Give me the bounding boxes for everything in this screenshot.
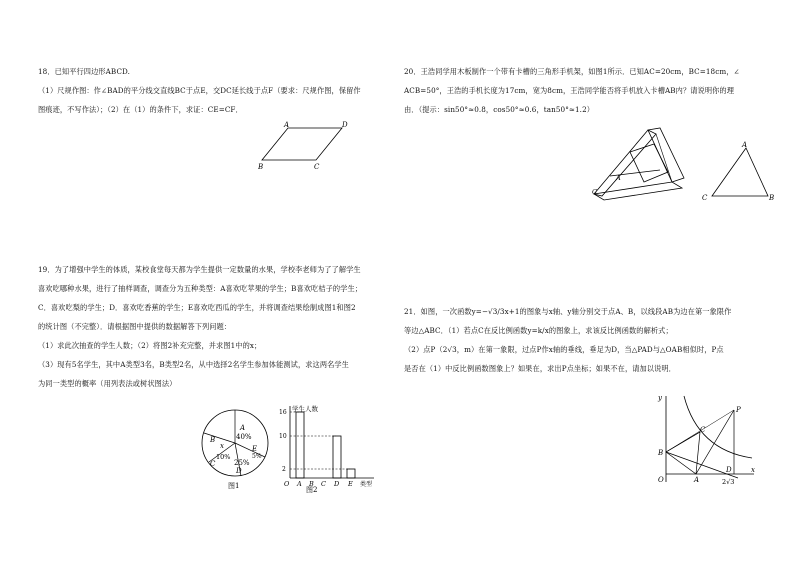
q19-line-5: （1）求此次抽查的学生人数；（2）将图2补充完整，并求图1中的x； — [38, 341, 262, 350]
label-2root3: 2√3 — [722, 478, 735, 486]
holder-slot-plate — [630, 144, 668, 182]
pie-label-D: D — [236, 467, 242, 475]
tri-label-B: B — [769, 194, 775, 202]
q21-line-4: 是否在（1）中反比例函数图象上？如果在，求出P点坐标；如果不在，请加以说明． — [404, 364, 676, 373]
q19-line-6: （3）现有5名学生，其中A类型3名，B类型2名，从中选择2名学生参加体能测试，求这两名学生 — [38, 360, 349, 369]
label-B: B — [658, 449, 664, 457]
tri-label-A: A — [742, 141, 748, 149]
q19-line-1: 19．为了增强中学生的体质，某校食堂每天都为学生提供一定数量的水果，学校李老师为了了解学生 — [38, 265, 361, 274]
label-D: D — [342, 121, 348, 129]
label-B: B — [258, 163, 264, 171]
q19-line-7: 为同一类型的概率（用列表法或树状图法） — [38, 379, 177, 388]
question-18 — [38, 62, 361, 119]
question-19 — [38, 260, 362, 393]
tick-10: 10 — [279, 433, 287, 440]
question-21 — [404, 302, 731, 378]
holder-back-board — [648, 128, 684, 182]
cat-C: C — [321, 480, 326, 488]
q19-pie-chart — [198, 400, 274, 492]
q18-parallelogram-figure — [258, 120, 358, 172]
q21-coordinate-figure — [654, 392, 758, 490]
line-AP — [696, 410, 734, 474]
q19-line-3: C．喜欢吃梨的学生；D．喜欢吃香蕉的学生；E喜欢吃西瓜的学生，并将调查结果绘制成图1和图2 — [38, 303, 356, 312]
holder-label-A: A — [616, 174, 621, 182]
q21-line-1: 21．如图，一次函数y=−√3/3x+1的图象与x轴、y轴分别交于点A、B，以线段AB为边在第一象限作 — [404, 307, 732, 316]
pie-label-B: B — [210, 436, 216, 444]
triangle-ABC — [666, 432, 700, 474]
label-A: A — [284, 121, 290, 129]
q19-line-4: 的统计图（不完整）．请根据图中提供的数据解答下列问题： — [38, 322, 232, 331]
label-C: C — [314, 163, 320, 171]
pie-label-C: C — [210, 460, 216, 468]
holder-base — [594, 182, 682, 200]
bar-ylabel: 学生人数 — [292, 405, 318, 413]
label-P: P — [736, 406, 741, 414]
holder-label-C: C — [592, 188, 597, 196]
q21-line-3: （2）点P（2√3，m）在第一象限，过点P作x轴的垂线，垂足为D，当△PAD与△OAB相似时，P点 — [404, 345, 724, 354]
q19-bar-chart — [276, 402, 382, 494]
q21-line-2: 等边△ABC．（1）若点C在反比例函数y=k/x的图象上，求该反比例函数的解析式； — [404, 326, 673, 335]
cat-E: E — [348, 480, 353, 488]
pie-value-C: 10% — [216, 453, 231, 461]
q19-line-2: 喜欢吃哪种水果，进行了抽样调查，调查分为五种类型：A喜欢吃苹果的学生；B喜欢吃桔子的学生； — [38, 284, 363, 293]
axis-label-x: x — [751, 466, 755, 474]
hyperbola-curve — [684, 396, 752, 458]
q18-line-3: 图痕迹，不写作法）；（2）在（1）的条件下，求证：CE=CF． — [38, 105, 243, 114]
pie-label-E: E — [252, 445, 258, 453]
bar-origin: O — [284, 480, 290, 488]
pie-value-E: 5% — [252, 453, 262, 460]
q20-phone-holder-figure — [590, 124, 690, 202]
q20-line-2: ACB=50°，王浩的手机长度为17cm，宽为8cm，王浩同学能否将手机放入卡槽AB内？请说明你的理 — [404, 86, 734, 95]
pie-value-A: 40% — [236, 433, 252, 441]
q18-line-2: （1）尺规作图：作∠BAD的平分线交直线BC于点E，交DC延长线于点F（要求：尺规作图，保留作 — [38, 86, 361, 95]
q20-triangle-figure — [698, 140, 778, 204]
bar-E — [347, 469, 355, 478]
bar-D — [333, 436, 341, 478]
label-D: D — [726, 466, 732, 474]
holder-edge — [656, 134, 672, 182]
pie-label-A: A — [240, 424, 246, 432]
label-O: O — [658, 476, 664, 484]
bar-A — [296, 412, 304, 478]
q20-line-1: 20．王浩同学用木板制作一个带有卡槽的三角形手机架，如图1所示．已知AC=20cm，BC=18cm，∠ — [404, 67, 740, 76]
pie-value-D: 25% — [234, 459, 250, 467]
tick-16: 16 — [279, 409, 287, 416]
cat-A: A — [297, 480, 302, 488]
label-A: A — [694, 476, 700, 484]
triangle-ABC — [712, 148, 768, 196]
pie-caption: 图1 — [228, 482, 240, 490]
cat-D: D — [334, 480, 340, 488]
axis-label-y: y — [658, 394, 662, 402]
bar-caption: 图2 — [306, 486, 318, 494]
cat-B: B — [309, 480, 314, 488]
q18-line-1: 18．已知平行四边形ABCD. — [38, 67, 131, 76]
bar-xlabel: 类型 — [360, 481, 373, 488]
q20-line-3: 由．（提示：sin50°≈0.8，cos50°≈0.6，tan50°≈1.2） — [404, 105, 595, 114]
pie-value-B: x — [220, 442, 224, 450]
parallelogram-shape — [262, 128, 342, 160]
tri-label-C: C — [702, 194, 708, 202]
label-C: C — [700, 426, 706, 434]
question-20 — [404, 62, 740, 119]
tick-2: 2 — [282, 466, 286, 473]
